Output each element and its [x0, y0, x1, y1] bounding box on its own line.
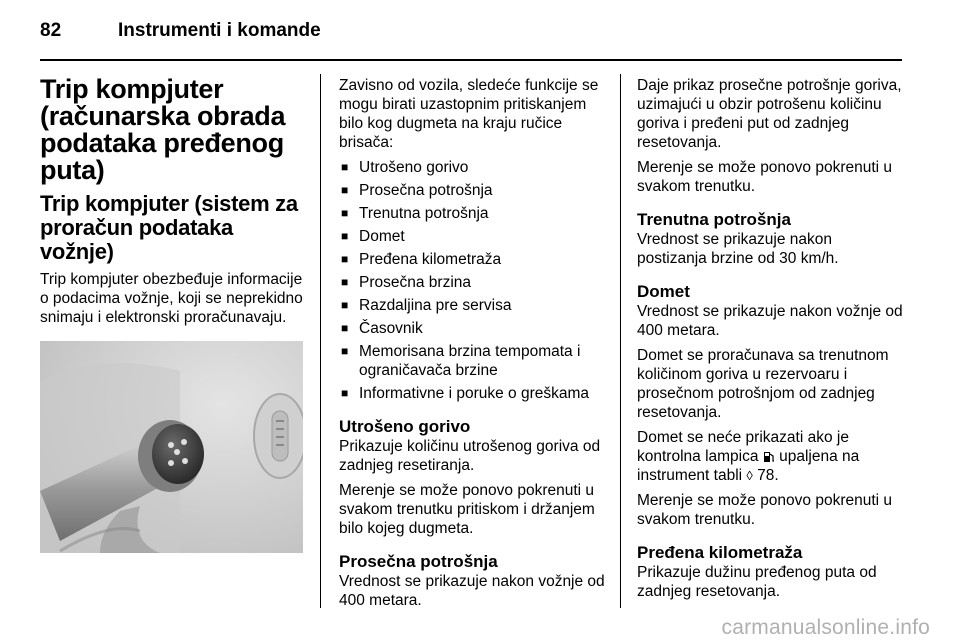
- heading-instant-consumption: Trenutna potrošnja: [637, 210, 791, 229]
- chapter-title: Instrumenti i komande: [118, 20, 321, 41]
- page-reference-link[interactable]: 78.: [757, 467, 779, 484]
- heading-average-consumption: Prosečna potrošnja: [339, 552, 498, 571]
- section-title: Trip kompjuter (računarska obrada podataka pređenog puta): [40, 74, 286, 185]
- list-item: ■ Informativne i poruke o greškama: [339, 384, 607, 403]
- heading-range: Domet: [637, 282, 690, 301]
- list-item: ■ Utrošeno gorivo: [339, 158, 607, 177]
- list-item: ■ Pređena kilometraža: [339, 250, 607, 269]
- column-divider: [620, 74, 621, 608]
- heading-distance: Pređena kilometraža: [637, 543, 803, 562]
- range-warning-after: upaljena na instrument tabli: [637, 448, 860, 484]
- fuel-used-text: Prikazuje količinu utrošenog goriva od zadnjeg resetiranja.: [339, 438, 601, 474]
- list-item: ■ Prosečna brzina: [339, 273, 607, 292]
- column-2: [339, 76, 607, 616]
- function-list: [339, 158, 607, 403]
- average-consumption-reset-text: Merenje se može ponovo pokrenuti u svakom trenutku.: [637, 159, 893, 195]
- column-3: [637, 76, 905, 607]
- range-text: Vrednost se prikazuje nakon vožnje od 400 metara.: [637, 303, 903, 339]
- list-item: ■ Domet: [339, 227, 607, 246]
- range-warning-before: Domet se neće prikazati ako je kontrolna lampica: [637, 429, 849, 465]
- reference-arrow-icon: ◊: [746, 468, 753, 483]
- functions-intro: Zavisno od vozila, sledeće funkcije se mogu birati uzastopnim pritiskanjem bilo kog dugmeta na kraju ručice brisača:: [339, 77, 599, 151]
- range-reset-text: Merenje se može ponovo pokrenuti u svakom trenutku.: [637, 492, 893, 528]
- intro-paragraph: Trip kompjuter obezbeđuje informacije o podacima vožnje, koji se neprekidno snimaju i elektronski proračunavaju.: [40, 271, 303, 326]
- list-item: ■ Trenutna potrošnja: [339, 204, 607, 223]
- range-warning-text: [637, 428, 905, 485]
- page-header: [40, 20, 902, 60]
- fuel-used-reset-text: Merenje se može ponovo pokrenuti u svakom trenutku pritiskom i držanjem bilo kojeg dugmeta.: [339, 482, 595, 537]
- average-consumption-description: Daje prikaz prosečne potrošnje goriva, uzimajući u obzir potrošenu količinu goriva i pređeni put od zadnjeg resetovanja.: [637, 77, 902, 151]
- wiper-stalk-photo: [40, 341, 303, 553]
- range-calculation-text: Domet se proračunava sa trenutnom količinom goriva u rezervoaru i prosečnom potrošnjom od zadnjeg resetovanja.: [637, 347, 889, 421]
- list-item: ■ Prosečna potrošnja: [339, 181, 607, 200]
- instant-consumption-text: Vrednost se prikazuje nakon postizanja brzine od 30 km/h.: [637, 231, 839, 267]
- list-item: ■ Časovnik: [339, 319, 607, 338]
- watermark: carmanualsonline.info: [721, 616, 930, 639]
- wiper-stalk-illustration: [40, 341, 303, 553]
- list-item: ■ Razdaljina pre servisa: [339, 296, 607, 315]
- page-number: 82: [40, 20, 62, 41]
- header-rule: [40, 59, 902, 61]
- distance-text: Prikazuje dužinu pređenog puta od zadnjeg resetovanja.: [637, 564, 877, 600]
- fuel-warning-icon: [763, 450, 775, 463]
- list-item: ■ Memorisana brzina tempomata i ograničavača brzine: [339, 342, 607, 380]
- column-1: [40, 76, 305, 553]
- column-divider: [320, 74, 321, 608]
- average-consumption-text: Vrednost se prikazuje nakon vožnje od 400 metara.: [339, 573, 605, 609]
- section-subtitle: Trip kompjuter (sistem za proračun podataka vožnje): [40, 191, 298, 264]
- heading-fuel-used: Utrošeno gorivo: [339, 417, 471, 436]
